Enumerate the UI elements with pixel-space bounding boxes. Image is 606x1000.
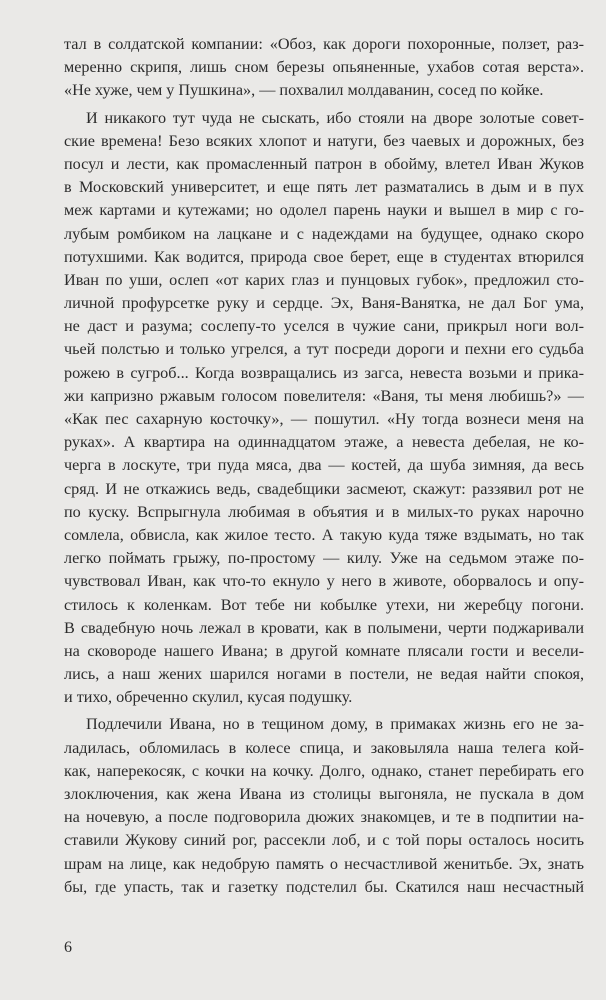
text-line: злоключения, как жена Ивана из столицы выгоняла, не пускала в дом [64, 785, 584, 803]
text-line: чувствовал Иван, как что-то екнуло у него в животе, оборвалось и опу- [64, 572, 584, 591]
text-line: сряд. И не откажись ведь, свадебщики засмеют, скажут: раззявил рот не [64, 479, 584, 498]
text-line: меж картами и кутежами; но одолел парень науки и вышел в мир с го- [64, 201, 584, 220]
text-line: «Не хуже, чем у Пушкина», — похвалил молдаванин, сосед по койке. [64, 81, 544, 100]
text-line: Иван по уши, ослеп «от карих глаз и пунцовых губок», предложил сто- [64, 270, 584, 289]
text-line: ские времена! Безо всяких хлопот и натуги, без чаевых и дорожных, без [64, 131, 584, 150]
text-line: руках». А квартира на одиннадцатом этаже, а невеста дебелая, не ко- [64, 433, 584, 452]
text-line: на ночевую, а после подговорила дюжих знакомцев, и те в подпитии на- [64, 808, 584, 827]
text-line: шрам на лице, как недобрую память о несчастливой женитьбе. Эх, знать [64, 854, 584, 873]
text-line: личной профурсетке руку и сердце. Эх, Ваня-Ванятка, не дал Бог ума, [64, 294, 584, 313]
text-line: и тихо, обреченно скулил, кусая подушку. [64, 688, 353, 707]
text-line: сомлела, обвисла, как жилое тесто. А такую куда тяже вздымать, но так [64, 525, 584, 544]
text-line: Подлечили Ивана, но в тещином дому, в примаках жизнь его не за- [86, 715, 584, 734]
text-line: посул и лести, как промасленный патрон в обойму, влетел Иван Жуков [64, 154, 584, 173]
text-line: стилось к коленкам. Вот тебе ни кобылке утехи, ни жеребцу погони. [64, 595, 584, 614]
text-line: в Московский университет, и еще пять лет разматались в дым и в пух [64, 178, 584, 197]
text-line: по куску. Вспрыгнула любимая в объятия и в милых-то руках нарочно [64, 502, 584, 521]
text-line: легко поймать грыжу, по-простому — килу. Уже на седьмом этаже по- [64, 549, 584, 568]
text-line: не даст и разума; сослепу-то уселся в чужие сани, прикрыл ноги вол- [64, 317, 584, 336]
text-line: меренно скрипя, лишь сном березы опьяненные, ухабов сотая верста». [64, 58, 584, 77]
text-line: чьей полстью и только угрелся, а тут посреди дороги и пехни его судьба [64, 340, 584, 359]
text-line: на сковороде нашего Ивана; в другой комнате плясали гости и весели- [64, 641, 584, 660]
text-line: рожею в сугроб... Когда возвращались из загса, невеста возьми и прика- [64, 363, 584, 382]
text-line: лубым ромбиком на лацкане и с надеждами на будущее, однако скоро [64, 224, 584, 243]
text-line: черга в лоскуте, три пуда мяса, два — костей, да шуба зимняя, да весь [64, 456, 584, 475]
text-line: как, наперекосяк, с кочки на кочку. Долго, однако, станет перебирать его [64, 761, 584, 780]
page-text [64, 33, 584, 899]
text-line: тал в солдатской компании: «Обоз, как дороги похоронные, ползет, раз- [64, 35, 584, 53]
text-line: лись, а наш жених шарился ногами в постели, не ведая найти спокоя, [64, 665, 584, 684]
text-line: И никакого тут чуда не сыскать, ибо стояли на дворе золотые совет- [86, 108, 584, 127]
text-line: «Как пес сахарную косточку», — пошутил. «Ну тогда вознеси меня на [64, 410, 584, 428]
page-number: 6 [64, 939, 72, 956]
text-line: потухшими. Как водится, природа свое берет, еще в студентах втюрился [64, 247, 584, 266]
text-line: ладилась, обломилась в колесе спица, и заковыляла наша телега кой- [64, 738, 584, 757]
text-line: ставили Жукову синий рог, рассекли лоб, и с той поры осталось носить [64, 831, 584, 850]
text-line: жи капризно ржавым голосом повелителя: «Ваня, ты меня любишь?» — [64, 386, 584, 405]
text-line: бы, где упасть, так и газетку подстелил бы. Скатился наш несчастный [64, 877, 584, 896]
text-line: В свадебную ночь лежал в кровати, как в полымени, черти поджаривали [64, 618, 584, 637]
